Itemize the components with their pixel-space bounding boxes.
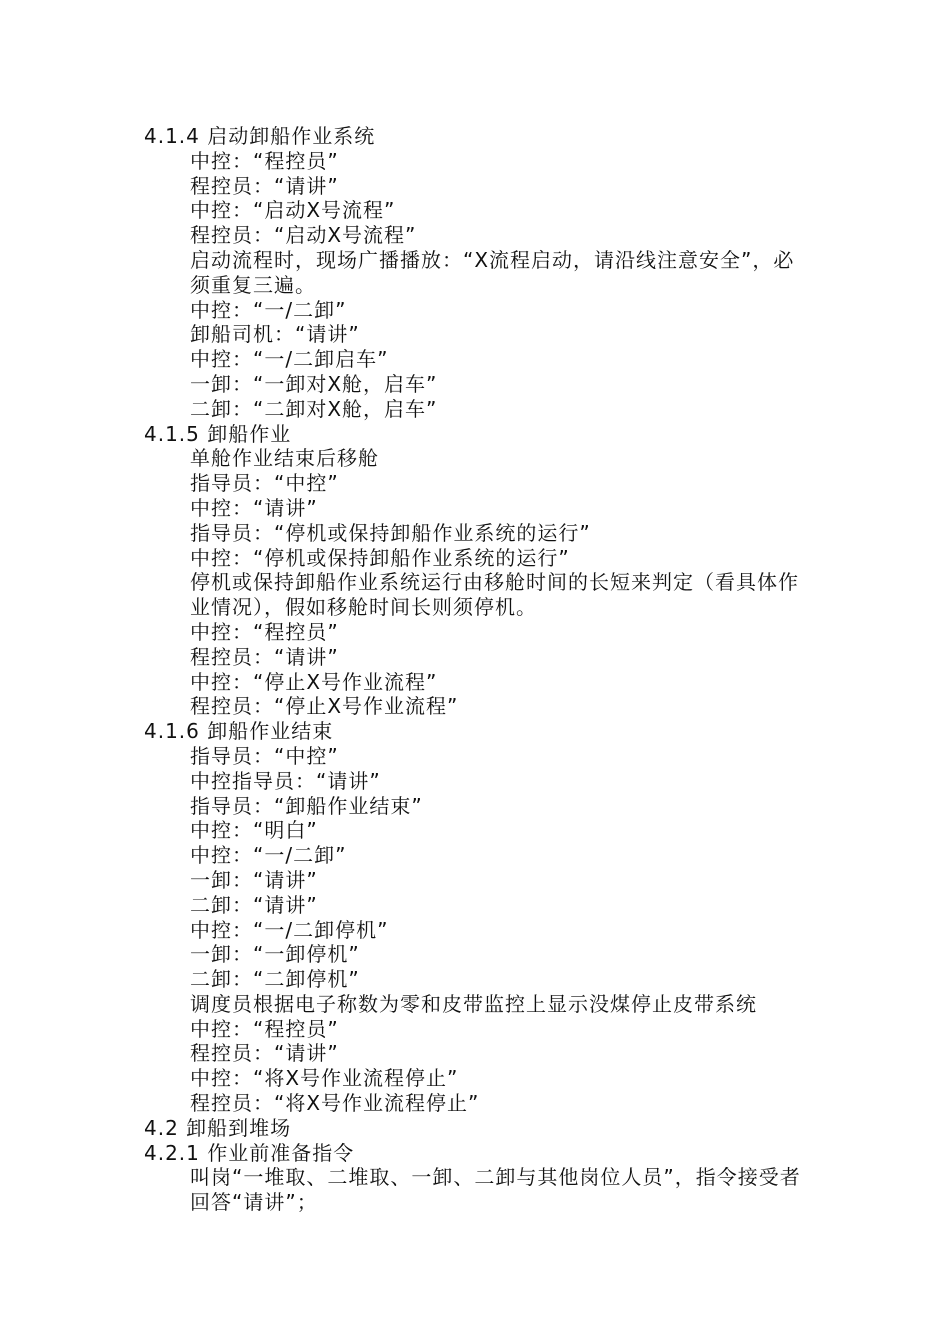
text-line: 中控：“一/二卸” bbox=[190, 297, 347, 322]
text-line: 二卸：“二卸对X舱，启车” bbox=[190, 396, 438, 421]
paragraph-move-hatch: 停机或保持卸船作业系统运行由移舱时间的长短来判定（看具体作业情况），假如移舱时间长则须停机。 bbox=[190, 570, 799, 620]
text-line: 指导员：“中控” bbox=[190, 471, 339, 496]
section-heading-4-2: 4.2 卸船到堆场 bbox=[144, 1115, 292, 1140]
text-line: 卸船司机：“请讲” bbox=[190, 322, 360, 347]
text-line: 程控员：“请讲” bbox=[190, 1041, 339, 1066]
text-line: 中控：“一/二卸” bbox=[190, 843, 347, 868]
text-line: 中控：“启动X号流程” bbox=[190, 198, 396, 223]
text-line: 单舱作业结束后移舱 bbox=[190, 446, 379, 471]
text-line: 一卸：“一卸停机” bbox=[190, 942, 360, 967]
text-line: 程控员：“请讲” bbox=[190, 173, 339, 198]
text-line: 二卸：“请讲” bbox=[190, 892, 318, 917]
text-line: 指导员：“卸船作业结束” bbox=[190, 793, 423, 818]
text-line: 中控：“请讲” bbox=[190, 495, 318, 520]
document-body bbox=[144, 124, 824, 1215]
text-line: 中控：“明白” bbox=[190, 818, 318, 843]
text-line: 调度员根据电子称数为零和皮带监控上显示没煤停止皮带系统 bbox=[190, 991, 757, 1016]
text-line: 一卸：“一卸对X舱，启车” bbox=[190, 371, 438, 396]
text-line: 中控指导员：“请讲” bbox=[190, 768, 381, 793]
text-line: 中控：“程控员” bbox=[190, 619, 339, 644]
section-heading-4-1-5: 4.1.5 卸船作业 bbox=[144, 421, 292, 446]
text-line: 中控：“停机或保持卸船作业系统的运行” bbox=[190, 545, 570, 570]
paragraph-broadcast: 启动流程时，现场广播播放：“X流程启动，请沿线注意安全”，必须重复三遍。 bbox=[190, 247, 795, 297]
section-heading-4-2-1: 4.2.1 作业前准备指令 bbox=[144, 1140, 355, 1165]
text-line: 程控员：“请讲” bbox=[190, 644, 339, 669]
text-line: 一卸：“请讲” bbox=[190, 867, 318, 892]
text-line: 指导员：“停机或保持卸船作业系统的运行” bbox=[190, 520, 591, 545]
text-line: 程控员：“停止X号作业流程” bbox=[190, 694, 459, 719]
paragraph-call-posts: 叫岗“一堆取、二堆取、一卸、二卸与其他岗位人员”，指令接受者回答“请讲”； bbox=[190, 1165, 801, 1215]
text-line: 中控：“停止X号作业流程” bbox=[190, 669, 438, 694]
text-line: 中控：“一/二卸停机” bbox=[190, 917, 389, 942]
section-heading-4-1-4: 4.1.4 启动卸船作业系统 bbox=[144, 124, 376, 148]
section-heading-4-1-6: 4.1.6 卸船作业结束 bbox=[144, 719, 334, 744]
text-line: 二卸：“二卸停机” bbox=[190, 967, 360, 992]
text-line: 程控员：“启动X号流程” bbox=[190, 223, 417, 248]
text-line: 中控：“将X号作业流程停止” bbox=[190, 1066, 459, 1091]
text-line: 中控：“一/二卸启车” bbox=[190, 347, 389, 372]
text-line: 中控：“程控员” bbox=[190, 148, 339, 173]
text-line: 程控员：“将X号作业流程停止” bbox=[190, 1091, 480, 1116]
text-line: 中控：“程控员” bbox=[190, 1016, 339, 1041]
text-line: 指导员：“中控” bbox=[190, 743, 339, 768]
